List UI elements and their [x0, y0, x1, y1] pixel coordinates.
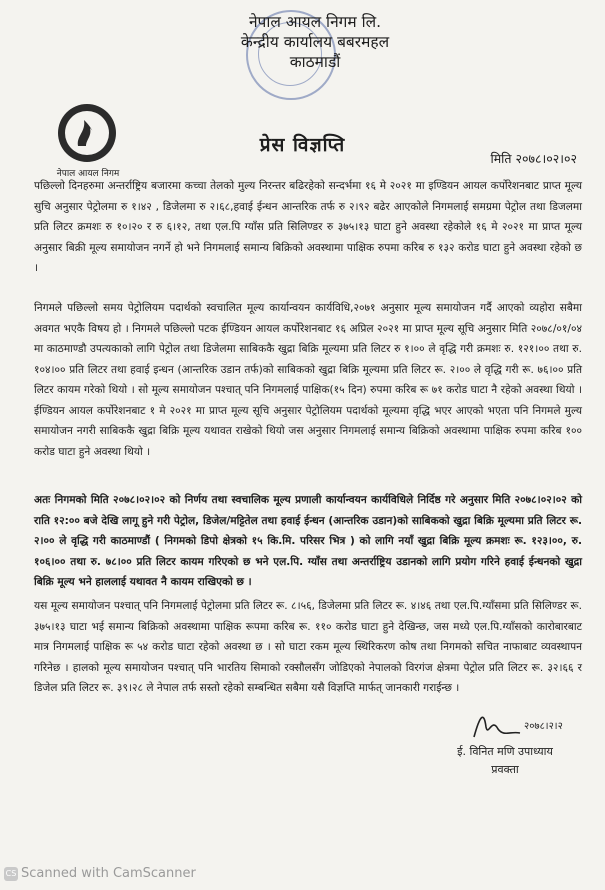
org-office: केन्द्रीय कार्यालय बबरमहल	[240, 33, 390, 51]
watermark-text: Scanned with CamScanner	[21, 866, 196, 881]
scanner-watermark	[4, 866, 196, 881]
paragraph-2: निगमले पछिल्लो समय पेट्रोलियम पदार्थको स्वचालित मूल्य कार्यान्वयन कार्यविधि,२०७१ अनुसार मूल्य समायोजन गर्दै आएको व्यहोरा सबैमा अवगत भएकै विषय हो । निगमले पछिल्लो पटक ईण्डियन आयल कर्पोरेशनबाट १६ अप्रिल २०२१ मा प्राप्त मूल्य सूचि अनुसार मिति २०७८/०१/०४ मा काठमाण्डौ उपत्यकाको लागि पेट्रोल तथा डिजेलमा साबिककै खुद्रा बिक्रि मूल्यमा प्रति लिटर रु १।०० ले वृद्धि गरी क्रमशः रु. १२१।०० तथा रु. १०४।०० प्रति लिटर तथा हवाई इन्धन (आन्तरिक उडान तर्फ)को साबिकको खुद्रा बिक्रि मूल्यमा प्रति लिटर रू. २।०० ले वृद्धि गरी रू. ७६।०० प्रति लिटर कायम गरेको थियो । सो मूल्य समायोजन पश्चात् पनि निगमलाई पाक्षिक(१५ दिन) रुपमा करिब रू ७१ करोड घाटा नै रहेको अवस्था थियो । ईण्डियन आयल कर्पोरेशनबाट १ मे २०२१ मा प्राप्त मूल्य सूचि अनुसार पेट्रोलियम पदार्थको मूल्यमा वृद्धि भएर आएको भएता पनि निगमले मुल्य समायोजन नगरी साबिककै खुद्रा बिक्रि मूल्य यथावत राखेको थियो जस अनुसार निगमलाई समान्य बिक्रिको अवस्थामा पाक्षिक रुपमा करिब १०० करोड घाटा हुने अवस्था थियो ।	[34, 302, 582, 458]
org-name: नेपाल आयल निगम लि.	[248, 13, 382, 31]
signatory-name: ई. विनित मणि उपाध्याय	[457, 745, 553, 758]
signature-date: २०७८।२।२	[524, 721, 563, 732]
paragraph-1: पछिल्लो दिनहरुमा अन्तर्राष्ट्रिय बजारमा कच्चा तेलको मुल्य निरन्तर बढिरहेको सन्दर्भमा १६ मे २०२१ मा इण्डियन आयल कर्पोरेशनबाट प्राप्त मूल्य सुचि अनुसार पेट्रोलमा रु १।४२ , डिजेलमा रु २।६८,हवाई ईन्धन आन्तरिक तर्फ रु २।९२ बढेर आएकोले निगमलाई समग्रमा पेट्रोल तथा डिजलमा प्रति लिटर क्रमशः रु १०।२० र रु ६।१२, तथा एल.पि ग्याँस प्रति सिलिण्डर रु ३७५।१३ घाटा हुने अवस्था रहेकोले १६ मे २०२१ मा प्राप्त मूल्य अनुसार बिक्री मूल्य समायोजन नगर्ने हो भने निगमलाई समान्य बिक्रिको अवस्थामा पाक्षिक रुपमा करिब रु १३२ करोड घाटा हुने अवस्था रहेको छ ।	[34, 180, 582, 274]
logo-caption: नेपाल आयल निगम	[56, 169, 120, 179]
handwritten-signature	[470, 707, 590, 741]
release-date: मिति २०७८।०२।०२	[490, 151, 577, 166]
signatory-block	[430, 743, 580, 779]
page-title: प्रेस विज्ञप्ति	[259, 134, 346, 156]
organization-header	[180, 12, 450, 72]
org-city: काठमाडौं	[289, 53, 341, 71]
paragraph-4: यस मूल्य समायोजन पश्चात् पनि निगमलाई पेट्रोलमा प्रति लिटर रू. ८।५६, डिजेलमा प्रति लिटर रू. ४।४६ तथा एल.पि.ग्याँसमा प्रति सिलिण्डर रू. ३७५।१३ घाटा भई समान्य बिक्रिको अवस्थामा पाक्षिक रूपमा करिब रू. ११० करोड घाटा हुने देखिन्छ, जस मध्ये एल.पि.ग्याँसको कारोबारबाट मात्र निगमलाई पाक्षिक रू ५४ करोड घाटा रहेको अवस्था छ । सो घाटा रकम मूल्य स्थिरिकरण कोष तथा निगमको सचित नाफाबाट व्यवस्थापन गरिनेछ । हालको मूल्य समायोजन पश्चात् पनि भारतिय सिमाको रक्सौलसँग जोडिएको नेपालको विरगंज क्षेत्रमा पेट्रोल प्रति लिटर रू. ३२।६६ र डिजेल प्रति लिटर रू. ३९।२८ ले नेपाल तर्फ सस्तो रहेको सम्बन्धित सबैमा यसै विज्ञप्ति मार्फत् जानकारी गराईन्छ ।	[34, 600, 582, 694]
signatory-role: प्रवक्ता	[491, 763, 519, 776]
paragraph-3: अतः निगमको मिति २०७८।०२।०२ को निर्णय तथा स्वचालिक मूल्य प्रणाली कार्यान्वयन कार्यविधिले निर्दिष्ठ गरे अनुसार मिति २०७८।०२।०२ को राति १२:०० बजे देखि लागू हुने गरी पेट्रोल, डिजेल/मट्टितेल तथा हवाई ईन्धन (आन्तरिक उडान)को साबिकको खुद्रा बिक्रि मूल्यमा प्रति लिटर रू. २।०० ले वृद्धि गरी काठमाण्डौं ( निगमको डिपो क्षेत्रको १५ कि.मि. परिसर भित्र ) को लागि नयाँ खुद्रा बिक्रि मूल्य क्रमशः रू. १२३।००, रु. १०६।०० तथा रु. ७८।०० प्रति लिटर कायम गरिएको छ भने एल.पि. ग्याँस तथा अन्तर्राष्ट्रिय उडानको लागि प्रयोग गरिने हवाई ईन्धनको खुद्रा बिक्रि मूल्य भने हाललाई यथावत नै कायम राखिएको छ ।	[34, 494, 582, 588]
camscanner-icon: CS	[4, 867, 18, 881]
